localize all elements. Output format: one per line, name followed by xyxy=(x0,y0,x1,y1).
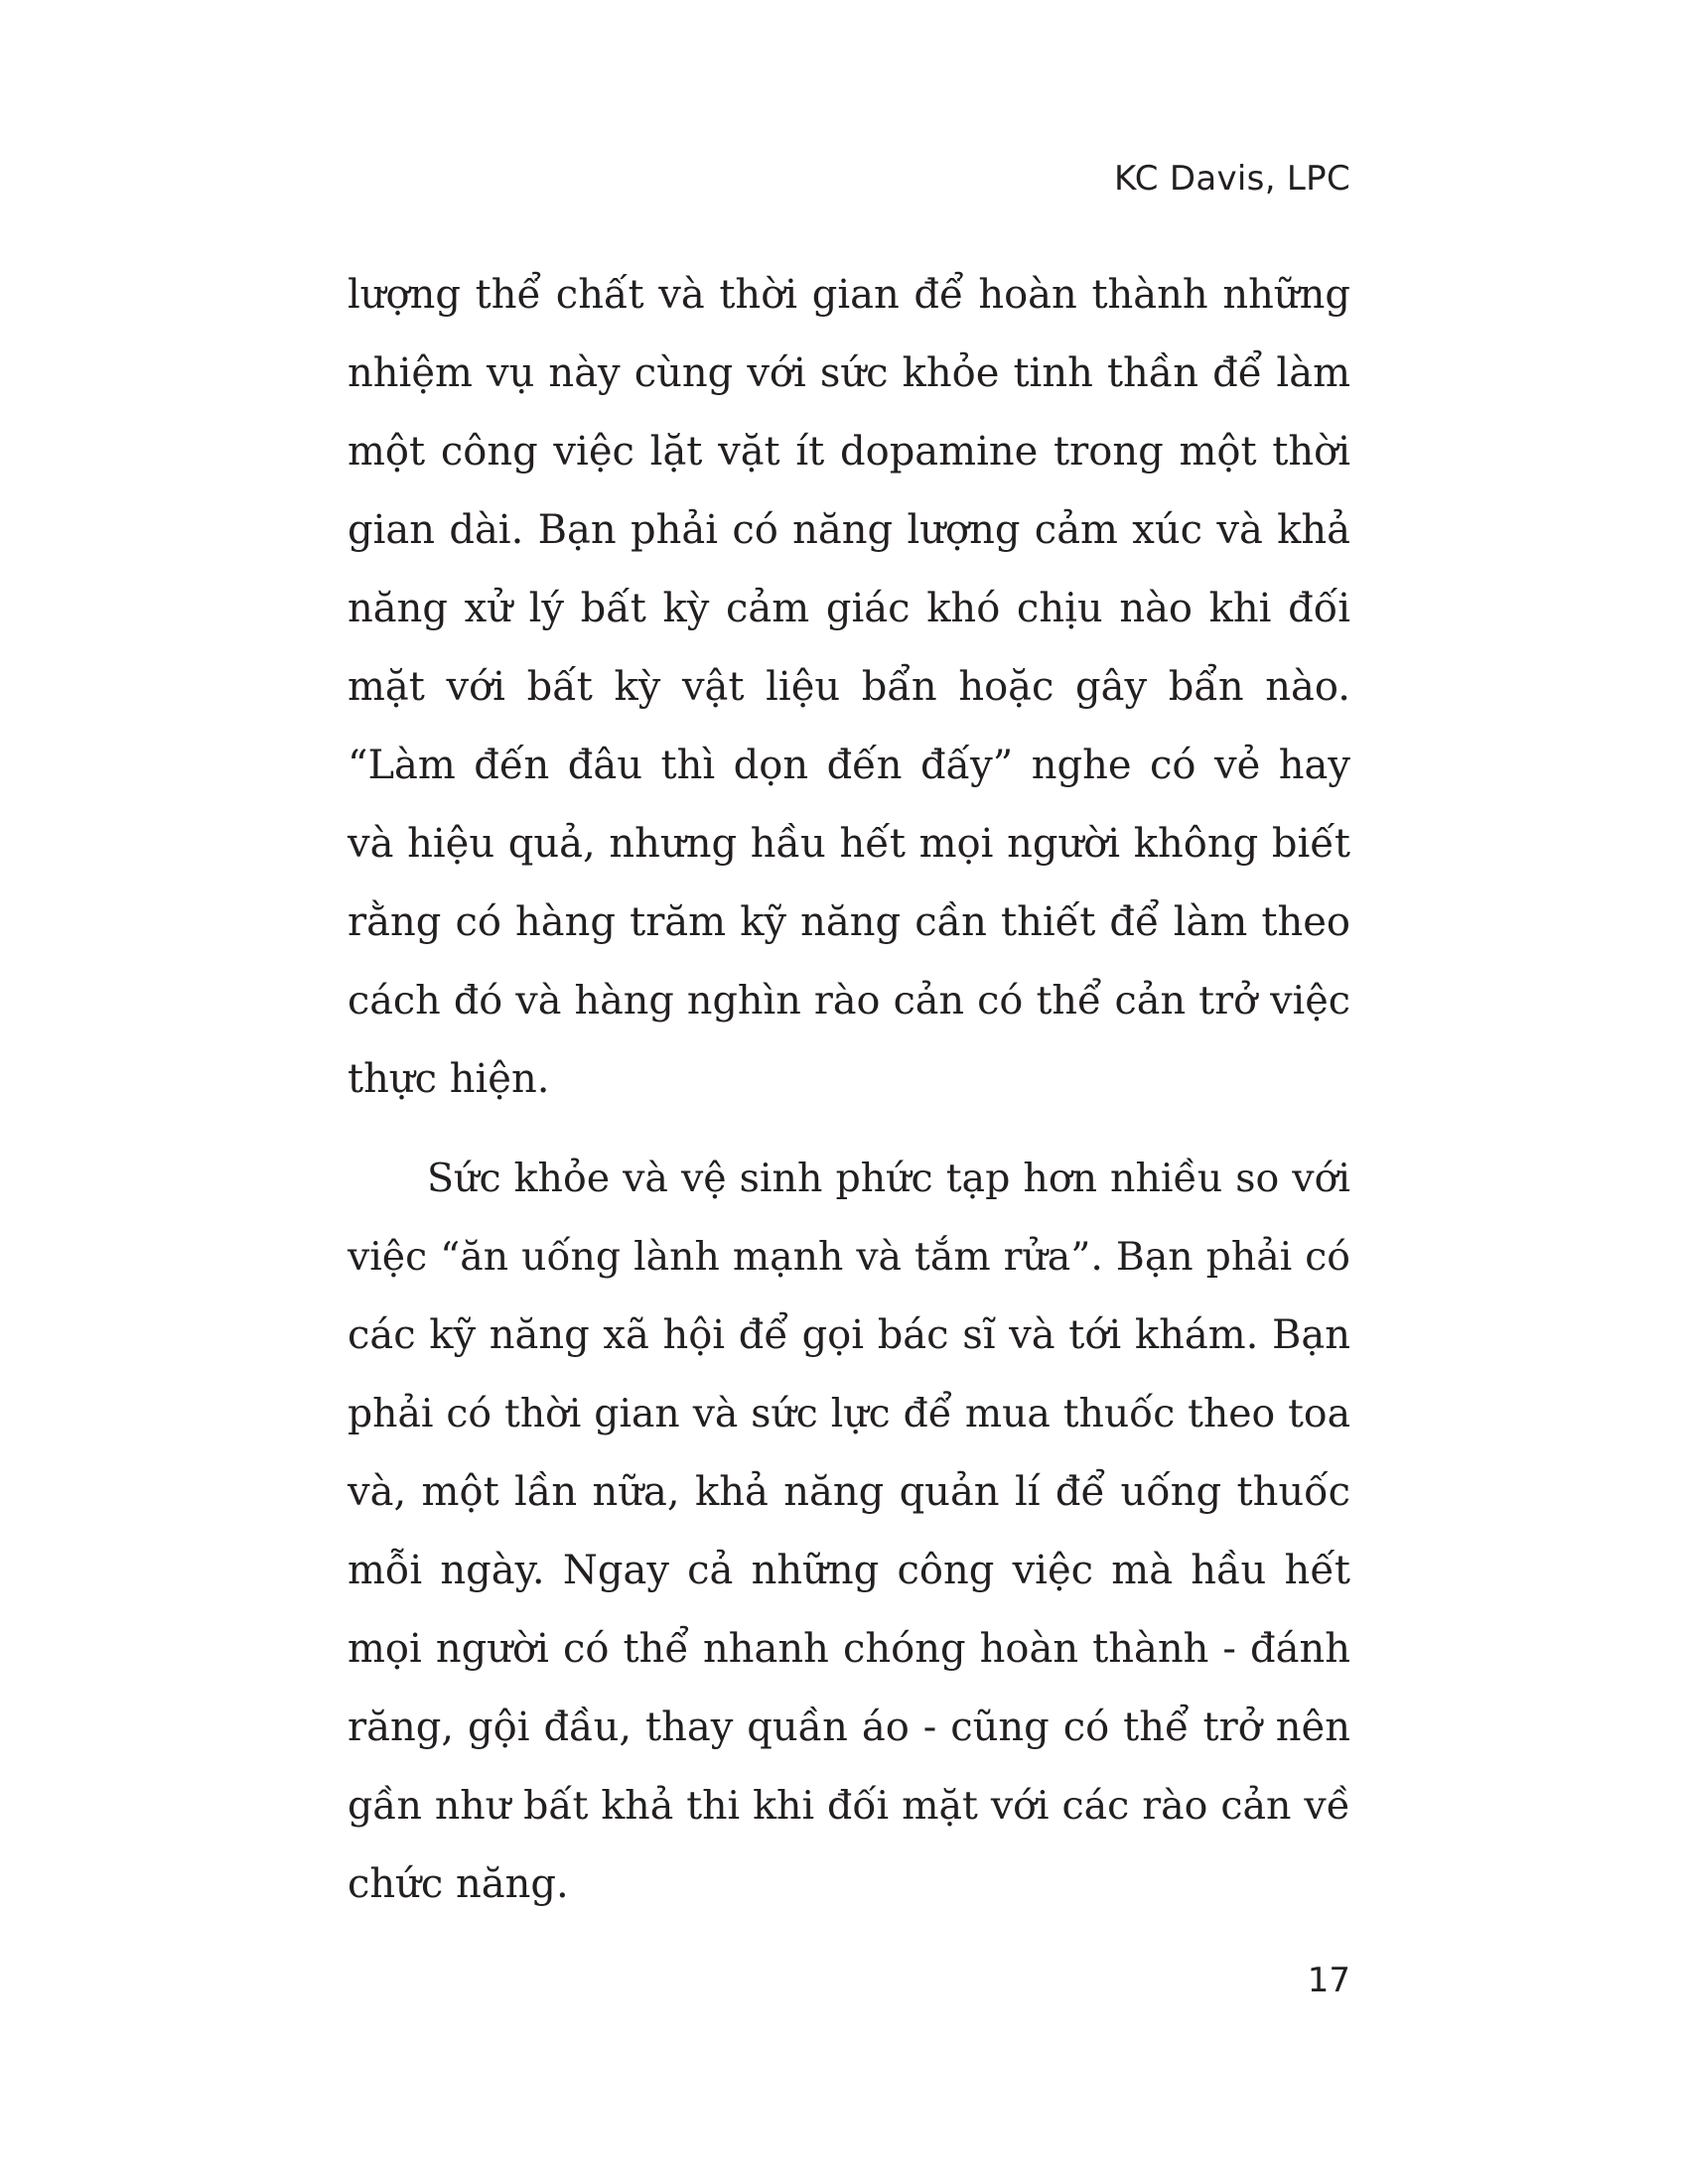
text-line: mặt với bất kỳ vật liệu bẩn hoặc gây bẩn nào. xyxy=(348,664,1350,710)
text-line: gần như bất khả thi khi đối mặt với các rào cản về xyxy=(348,1783,1350,1829)
paragraph-gap xyxy=(348,1119,1350,1140)
text-line: răng, gội đầu, thay quần áo - cũng có thể trở nên xyxy=(348,1705,1350,1750)
text-line: phải có thời gian và sức lực để mua thuốc theo toa xyxy=(348,1392,1350,1436)
text-line: việc “ăn uống lành mạnh và tắm rửa”. Bạn phải có xyxy=(348,1234,1350,1280)
text-line: và hiệu quả, nhưng hầu hết mọi người không biết xyxy=(348,821,1350,867)
text-line: thực hiện. xyxy=(348,1056,550,1102)
text-line: chức năng. xyxy=(348,1861,569,1907)
page-number: 17 xyxy=(1307,1961,1350,2000)
text-line: mỗi ngày. Ngay cả những công việc mà hầu hết xyxy=(348,1548,1350,1593)
paragraph-2 xyxy=(348,1140,1350,1924)
text-line: cách đó và hàng nghìn rào cản có thể cản trở việc xyxy=(348,978,1350,1024)
text-line: một công việc lặt vặt ít dopamine trong một thời xyxy=(348,429,1350,475)
text-line: và, một lần nữa, khả năng quản lí để uống thuốc xyxy=(348,1469,1350,1515)
text-line: mọi người có thể nhanh chóng hoàn thành - đánh xyxy=(348,1626,1350,1672)
text-line: các kỹ năng xã hội để gọi bác sĩ và tới khám. Bạn xyxy=(348,1312,1350,1358)
text-line: năng xử lý bất kỳ cảm giác khó chịu nào khi đối xyxy=(348,586,1350,631)
text-line: rằng có hàng trăm kỹ năng cần thiết để làm theo xyxy=(348,899,1350,945)
running-header: KC Davis, LPC xyxy=(1114,159,1350,199)
text-line: “Làm đến đâu thì dọn đến đấy” nghe có vẻ hay xyxy=(348,743,1350,788)
text-line: lượng thể chất và thời gian để hoàn thành những xyxy=(348,272,1350,318)
text-line: nhiệm vụ này cùng với sức khỏe tinh thần để làm xyxy=(348,350,1350,396)
text-line: Sức khỏe và vệ sinh phức tạp hơn nhiều so với xyxy=(427,1156,1350,1201)
paragraph-1 xyxy=(348,256,1350,1119)
text-line: gian dài. Bạn phải có năng lượng cảm xúc và khả xyxy=(348,507,1350,553)
body-text xyxy=(348,256,1350,1924)
